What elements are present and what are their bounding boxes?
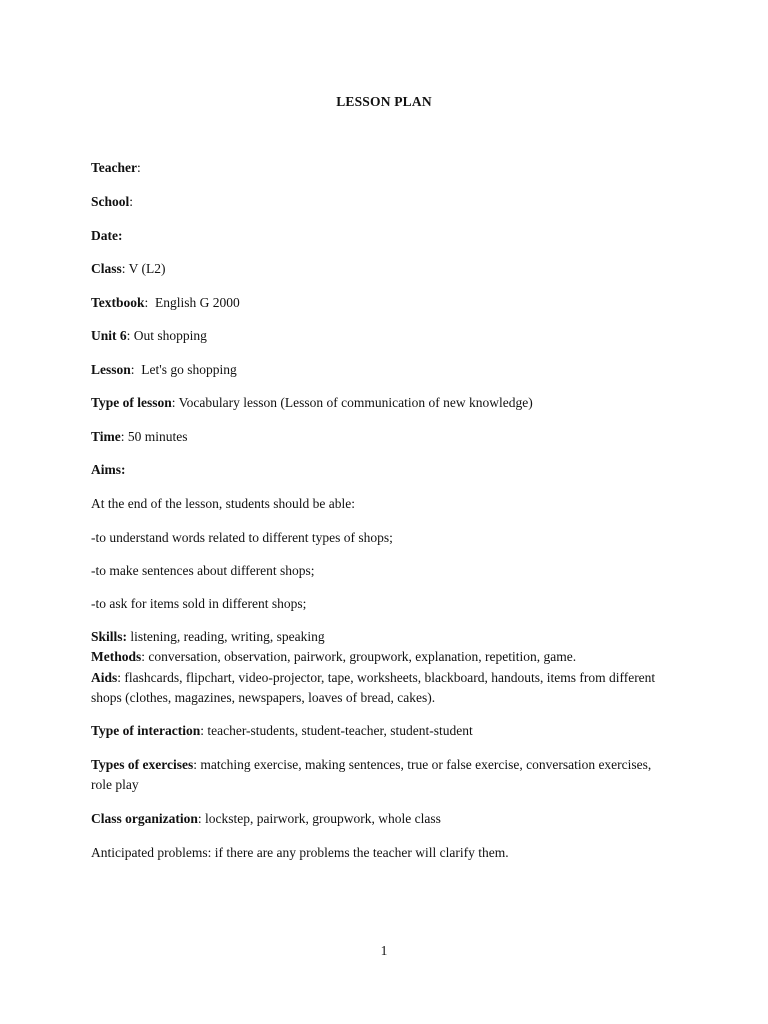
time-value: 50 minutes bbox=[124, 429, 188, 444]
teacher-label: Teacher bbox=[91, 160, 137, 175]
methods-value: : conversation, observation, pairwork, groupwork, explanation, repetition, game. bbox=[141, 649, 577, 664]
lesson-label: Lesson bbox=[91, 362, 131, 377]
type-of-lesson-value: Vocabulary lesson (Lesson of communication of new knowledge) bbox=[175, 395, 533, 410]
organization-label: Class organization bbox=[91, 811, 198, 826]
methods-field bbox=[91, 647, 681, 667]
skills-field bbox=[91, 627, 681, 647]
school-field bbox=[91, 192, 681, 212]
aims-field bbox=[91, 460, 681, 480]
time-sep: : bbox=[120, 429, 125, 444]
interaction-label: Type of interaction bbox=[91, 723, 201, 738]
aids-field bbox=[91, 668, 671, 708]
lesson-value: Let's go shopping bbox=[134, 362, 237, 377]
class-label: Class bbox=[91, 261, 122, 276]
unit-value: Out shopping bbox=[130, 328, 207, 343]
page-number: 1 bbox=[380, 943, 388, 958]
aims-intro: At the end of the lesson, students should be able: bbox=[91, 496, 355, 511]
unit-field bbox=[91, 326, 681, 346]
type-of-lesson-sep: : bbox=[171, 395, 176, 410]
aids-label: Aids bbox=[91, 670, 118, 685]
unit-sep: : bbox=[126, 328, 131, 343]
unit-label: Unit 6 bbox=[91, 328, 127, 343]
exercises-value: : matching exercise, making sentences, true or false exercise, conversation exercises, role play bbox=[91, 757, 652, 792]
date-field bbox=[91, 226, 681, 246]
class-sep: : bbox=[121, 261, 126, 276]
aims-item: -to make sentences about different shops; bbox=[91, 563, 315, 578]
exercises-label: Types of exercises bbox=[91, 757, 194, 772]
textbook-value: English G 2000 bbox=[148, 295, 240, 310]
anticipated-problems: Anticipated problems: if there are any problems the teacher will clarify them. bbox=[91, 845, 509, 860]
teacher-field bbox=[91, 158, 681, 178]
aims-label: Aims: bbox=[91, 462, 126, 477]
class-field bbox=[91, 259, 681, 279]
skills-label: Skills: bbox=[91, 629, 128, 644]
type-of-lesson-field bbox=[91, 393, 681, 413]
lesson-field bbox=[91, 360, 681, 380]
time-field bbox=[91, 427, 681, 447]
interaction-field bbox=[91, 721, 681, 741]
exercises-field bbox=[91, 755, 671, 795]
aids-value: : flashcards, flipchart, video-projector, tape, worksheets, blackboard, handouts, items from different shops (clothes, magazines, newspapers, loaves of bread, cakes). bbox=[91, 670, 656, 705]
organization-field bbox=[91, 809, 681, 829]
textbook-label: Textbook bbox=[91, 295, 145, 310]
textbook-sep: : bbox=[144, 295, 149, 310]
organization-value: : lockstep, pairwork, groupwork, whole class bbox=[197, 811, 441, 826]
methods-label: Methods bbox=[91, 649, 142, 664]
teacher-sep: : bbox=[137, 160, 141, 175]
class-value: V (L2) bbox=[125, 261, 166, 276]
school-label: School bbox=[91, 194, 130, 209]
aims-item: -to ask for items sold in different shops; bbox=[91, 596, 307, 611]
textbook-field bbox=[91, 293, 681, 313]
date-label: Date: bbox=[91, 228, 123, 243]
lesson-sep: : bbox=[130, 362, 135, 377]
interaction-value: : teacher-students, student-teacher, student-student bbox=[200, 723, 473, 738]
document-title: LESSON PLAN bbox=[336, 94, 432, 109]
type-of-lesson-label: Type of lesson bbox=[91, 395, 172, 410]
skills-value: listening, reading, writing, speaking bbox=[127, 629, 325, 644]
time-label: Time bbox=[91, 429, 121, 444]
school-sep: : bbox=[129, 194, 134, 209]
aims-item: -to understand words related to different types of shops; bbox=[91, 530, 393, 545]
